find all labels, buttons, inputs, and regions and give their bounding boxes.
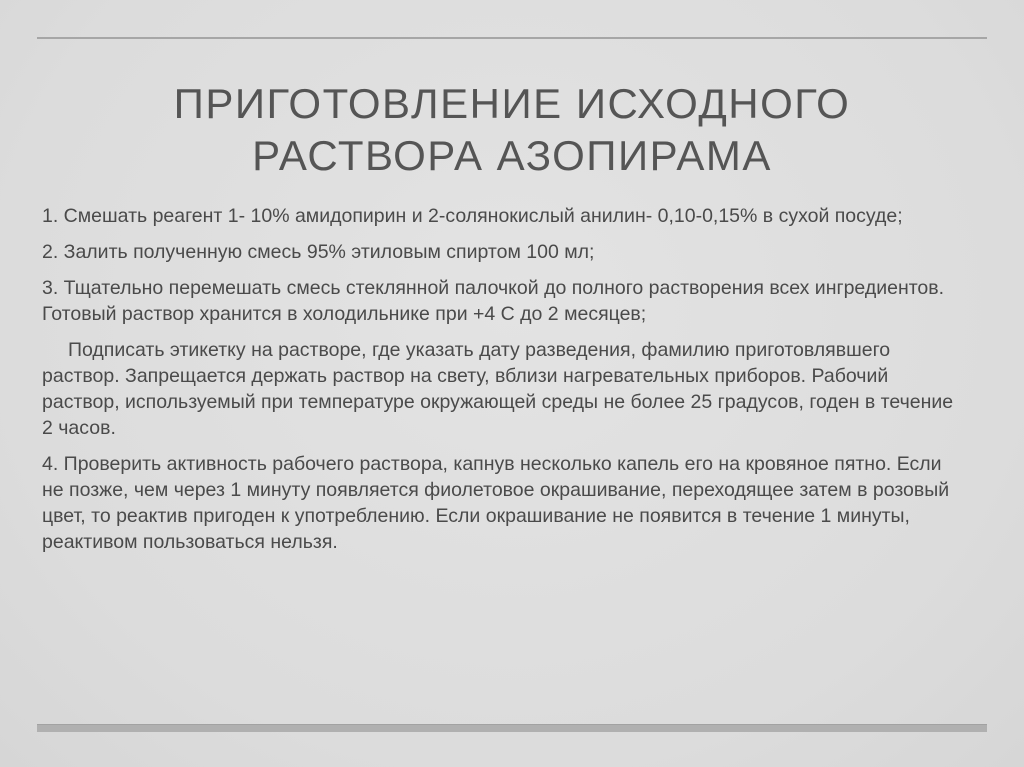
slide-title-line-2: РАСТВОРА АЗОПИРАМА [252, 132, 772, 179]
step-4-paragraph: 4. Проверить активность рабочего раствора, капнув несколько капель его на кровяное пятно. Если не позже, чем через 1 минуту появляется фиолетовое окрашивание, переходящее затем в розовый цвет, то реактив пригоден к употреблению. Если окрашивание не появится в течение 1 минуты, реактивом пользоваться нельзя. [42, 453, 950, 553]
top-divider [37, 37, 987, 39]
step-2-paragraph: 2. Залить полученную смесь 95% этиловым спиртом 100 мл; [42, 241, 595, 263]
step-3-paragraph: 3. Тщательно перемешать смесь стеклянной палочкой до полного растворения всех ингредиентов. Готовый раствор хранится в холодильнике при +4 С до 2 месяцев; [42, 277, 945, 325]
slide-body [42, 203, 962, 565]
bottom-divider [37, 724, 987, 732]
label-note-paragraph: Подписать этикетку на растворе, где указать дату разведения, фамилию приготовлявшего раствор. Запрещается держать раствор на свету, вблизи нагревательных приборов. Рабочий раствор, используемый при температуре окружающей среды не более 25 градусов, годен в течение 2 часов. [42, 339, 954, 439]
step-1-paragraph: 1. Смешать реагент 1- 10% амидопирин и 2-солянокислый анилин- 0,10-0,15% в сухой посуде; [42, 205, 903, 227]
slide-title [40, 78, 984, 182]
slide-title-line-1: ПРИГОТОВЛЕНИЕ ИСХОДНОГО [173, 80, 851, 127]
